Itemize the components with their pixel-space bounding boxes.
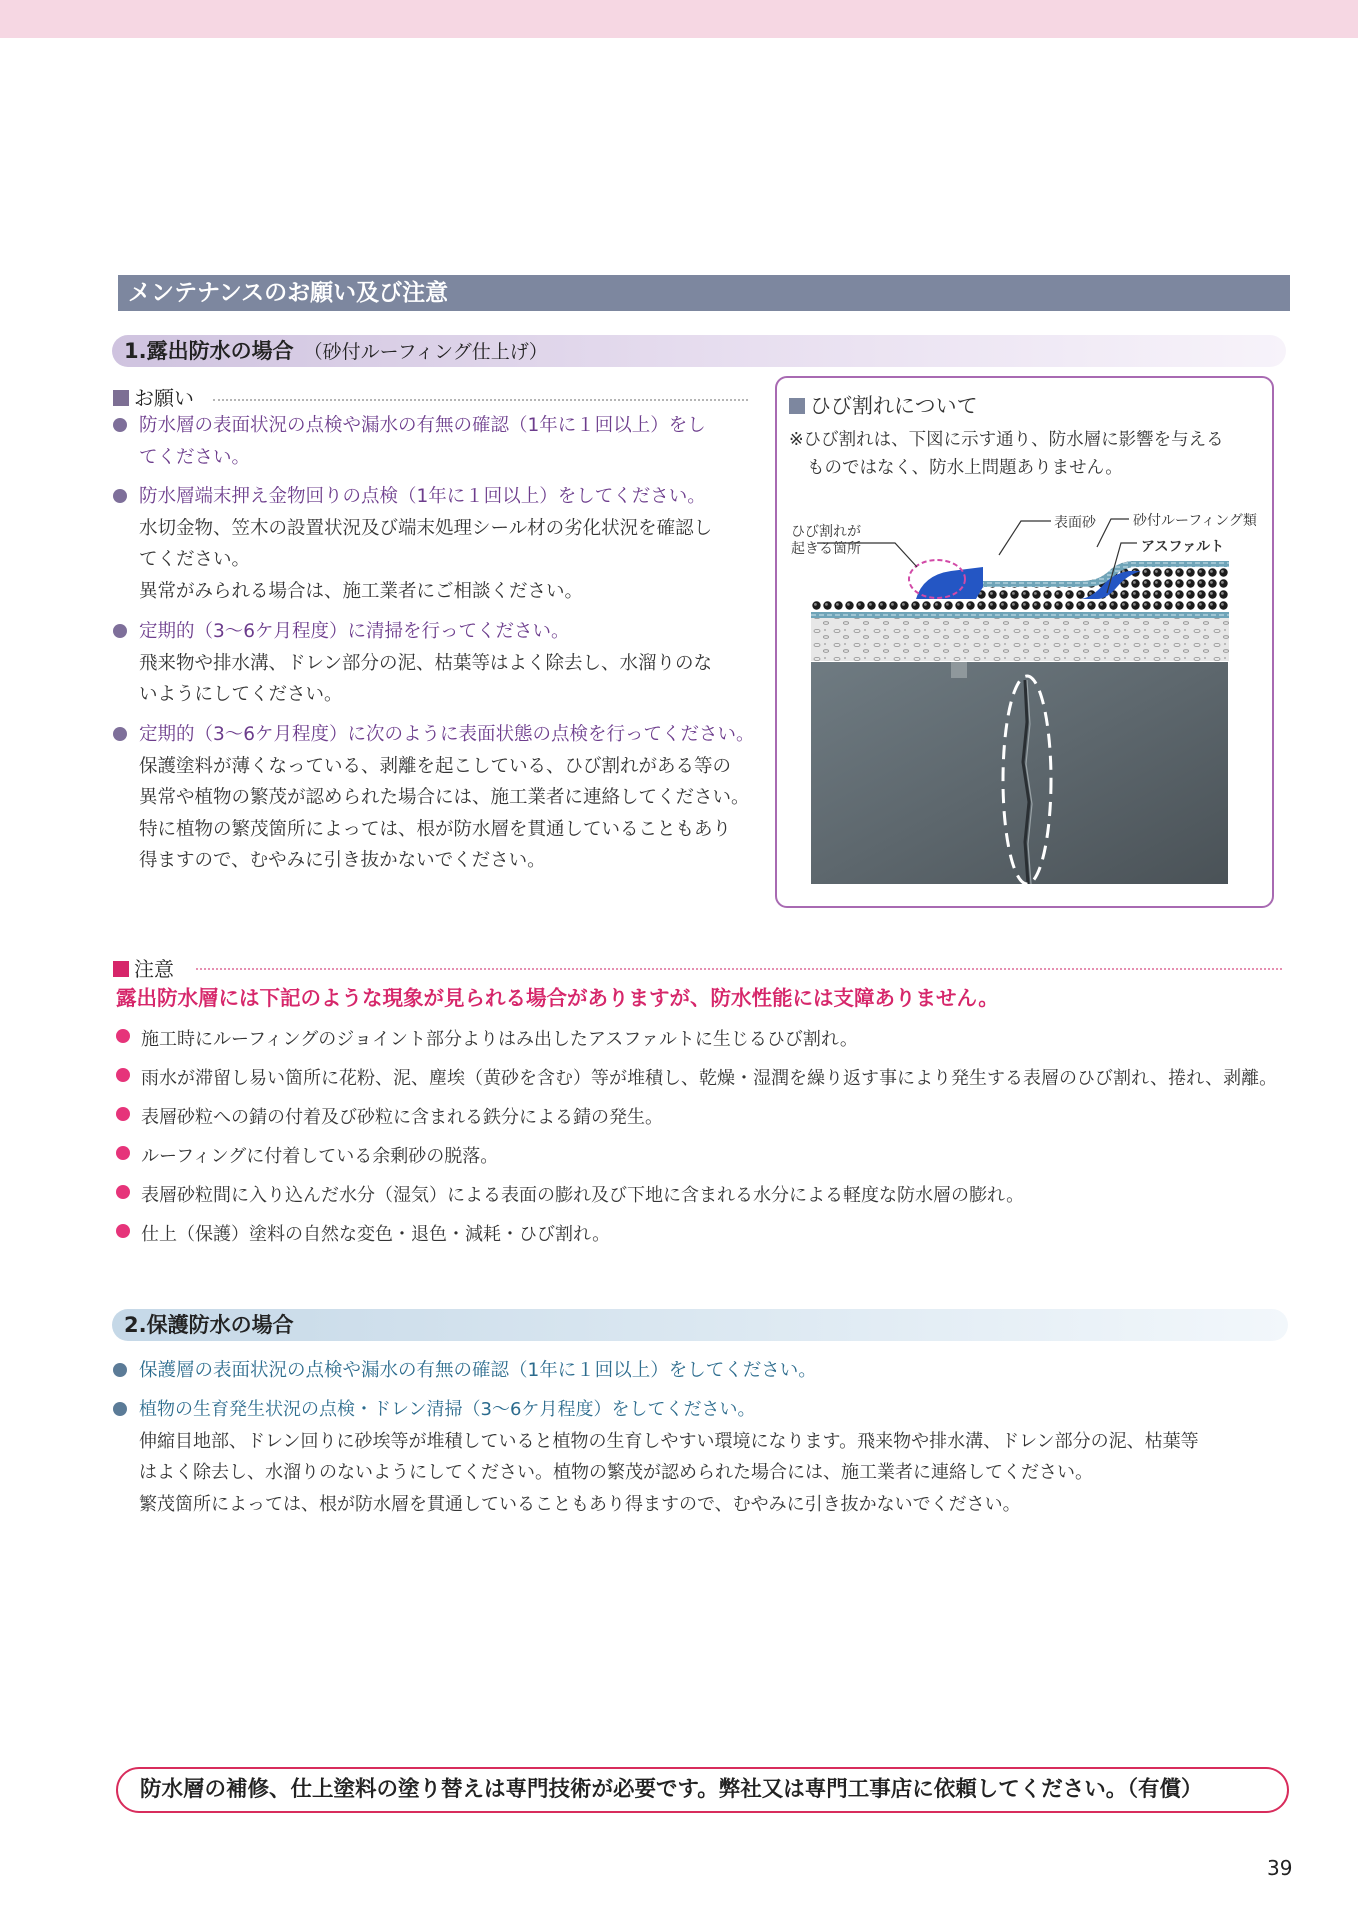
square-bullet-icon	[113, 390, 129, 406]
request-item	[113, 481, 763, 607]
section2-title: 2.保護防水の場合	[124, 1313, 294, 1337]
protect-item	[113, 1394, 1293, 1520]
item-title-line: 定期的（3〜6ケ月程度）に清掃を行ってください。	[139, 621, 570, 642]
page-number: 39	[1267, 1856, 1293, 1880]
caution-lead: 露出防水層には下記のような現象が見られる場合がありますが、防水性能には支障ありません。	[116, 986, 999, 1010]
dotted-rule	[213, 399, 748, 401]
section2-header	[112, 1309, 1288, 1341]
item-title-line: 植物の生育発生状況の点検・ドレン清掃（3〜6ケ月程度）をしてください。	[139, 1399, 756, 1420]
caution-item: 雨水が滞留し易い箇所に花粉、泥、塵埃（黄砂を含む）等が堆積し、乾燥・湿潤を繰り返す事により発生する表層のひび割れ、捲れ、剥離。	[116, 1064, 1277, 1090]
dotted-rule	[196, 968, 1282, 970]
bullet-icon	[113, 1402, 127, 1416]
lower-roofing-layer	[811, 599, 1229, 618]
item-body-line: いようにしてください。	[139, 684, 343, 705]
caution-heading: 注意	[113, 953, 174, 982]
bullet-icon	[116, 1146, 130, 1160]
bullet-icon	[113, 489, 127, 503]
label-asphalt: アスファルト	[1141, 539, 1225, 555]
notice-box: 防水層の補修、仕上塗料の塗り替えは専門技術が必要です。弊社又は専門工事店に依頼してください。（有償）	[116, 1767, 1289, 1813]
caution-item: 表層砂粒への錆の付着及び砂粒に含まれる鉄分による錆の発生。	[116, 1103, 663, 1129]
item-body-line: 水切金物、笠木の設置状況及び端末処理シール材の劣化状況を確認し	[139, 517, 713, 539]
item-body-line: 特に植物の繁茂箇所によっては、根が防水層を貫通していることもあり	[139, 818, 732, 840]
item-body-line: てください。	[139, 549, 251, 570]
bullet-icon	[113, 418, 127, 432]
item-body-line: 異常や植物の繁茂が認められた場合には、施工業者に連絡してください。	[139, 787, 750, 808]
request-item	[113, 410, 763, 473]
item-body-line: 飛来物や排水溝、ドレン部分の泥、枯葉等はよく除去し、水溜りのな	[139, 652, 713, 674]
bullet-icon	[116, 1068, 130, 1082]
request-item	[113, 616, 763, 711]
caution-item: ルーフィングに付着している余剰砂の脱落。	[116, 1142, 498, 1168]
section1-header	[112, 335, 1286, 367]
item-title-line: 保護層の表面状況の点検や漏水の有無の確認（1年に１回以上）をしてください。	[139, 1360, 817, 1381]
item-title-line: 防水層端末押え金物回りの点検（1年に１回以上）をしてください。	[139, 486, 706, 507]
item-title-line: 防水層の表面状況の点検や漏水の有無の確認（1年に１回以上）をし	[139, 415, 706, 436]
bullet-icon	[113, 727, 127, 741]
caution-item: 仕上（保護）塗料の自然な変色・退色・減耗・ひび割れ。	[116, 1220, 610, 1246]
square-bullet-icon	[789, 398, 805, 414]
item-body-line: 繁茂箇所によっては、根が防水層を貫通していることもあり得ますので、むやみに引き抜かないでください。	[139, 1493, 1021, 1515]
top-color-band	[0, 0, 1358, 38]
label-crack-point: ひび割れが 起きる箇所	[791, 524, 861, 557]
caution-item: 表層砂粒間に入り込んだ水分（湿気）による表面の膨れ及び下地に含まれる水分による軽度な防水層の膨れ。	[116, 1181, 1024, 1207]
label-sanded-roofing: 砂付ルーフィング類	[1133, 513, 1257, 529]
item-title-line: てください。	[139, 446, 251, 468]
request-item	[113, 719, 763, 877]
section1-title: 1.露出防水の場合	[124, 339, 294, 363]
bullet-icon	[113, 624, 127, 638]
caution-item: 施工時にルーフィングのジョイント部分よりはみ出したアスファルトに生じるひび割れ。	[116, 1025, 858, 1051]
item-title-line: 定期的（3〜6ケ月程度）に次のように表面状態の点検を行ってください。	[139, 724, 755, 745]
request-heading: お願い	[113, 382, 194, 411]
square-bullet-icon	[113, 961, 129, 977]
page-title: メンテナンスのお願い及び注意	[118, 275, 1290, 311]
bullet-icon	[116, 1107, 130, 1121]
bullet-icon	[116, 1029, 130, 1043]
label-surface-sand: 表面砂	[1054, 515, 1096, 531]
concrete-base-layer	[811, 618, 1229, 661]
crack-info-box	[775, 376, 1274, 908]
crack-box-note: ※ひび割れは、下図に示す通り、防水層に影響を与える ものではなく、防水上問題ありません。	[789, 430, 1224, 478]
bullet-icon	[116, 1224, 130, 1238]
item-body-line: 保護塗料が薄くなっている、剥離を起こしている、ひび割れがある等の	[139, 755, 732, 777]
item-body-line: 得ますので、むやみに引き抜かないでください。	[139, 850, 546, 871]
section1-subtitle: （砂付ルーフィング仕上げ）	[303, 341, 548, 363]
item-body-line: はよく除去し、水溜りのないようにしてください。植物の繁茂が認められた場合には、施工業者に連絡してください。	[139, 1462, 1093, 1483]
item-body-line: 異常がみられる場合は、施工業者にご相談ください。	[139, 580, 584, 602]
layer-diagram	[791, 501, 1257, 661]
item-body-line: 伸縮目地部、ドレン回りに砂埃等が堆積していると植物の生育しやすい環境になります。飛来物や排水溝、ドレン部分の泥、枯葉等	[139, 1430, 1199, 1452]
crack-photo	[811, 662, 1228, 884]
bullet-icon	[113, 1363, 127, 1377]
bullet-icon	[116, 1185, 130, 1199]
protect-item	[113, 1355, 1293, 1387]
crack-box-title: ひび割れについて	[789, 390, 978, 420]
